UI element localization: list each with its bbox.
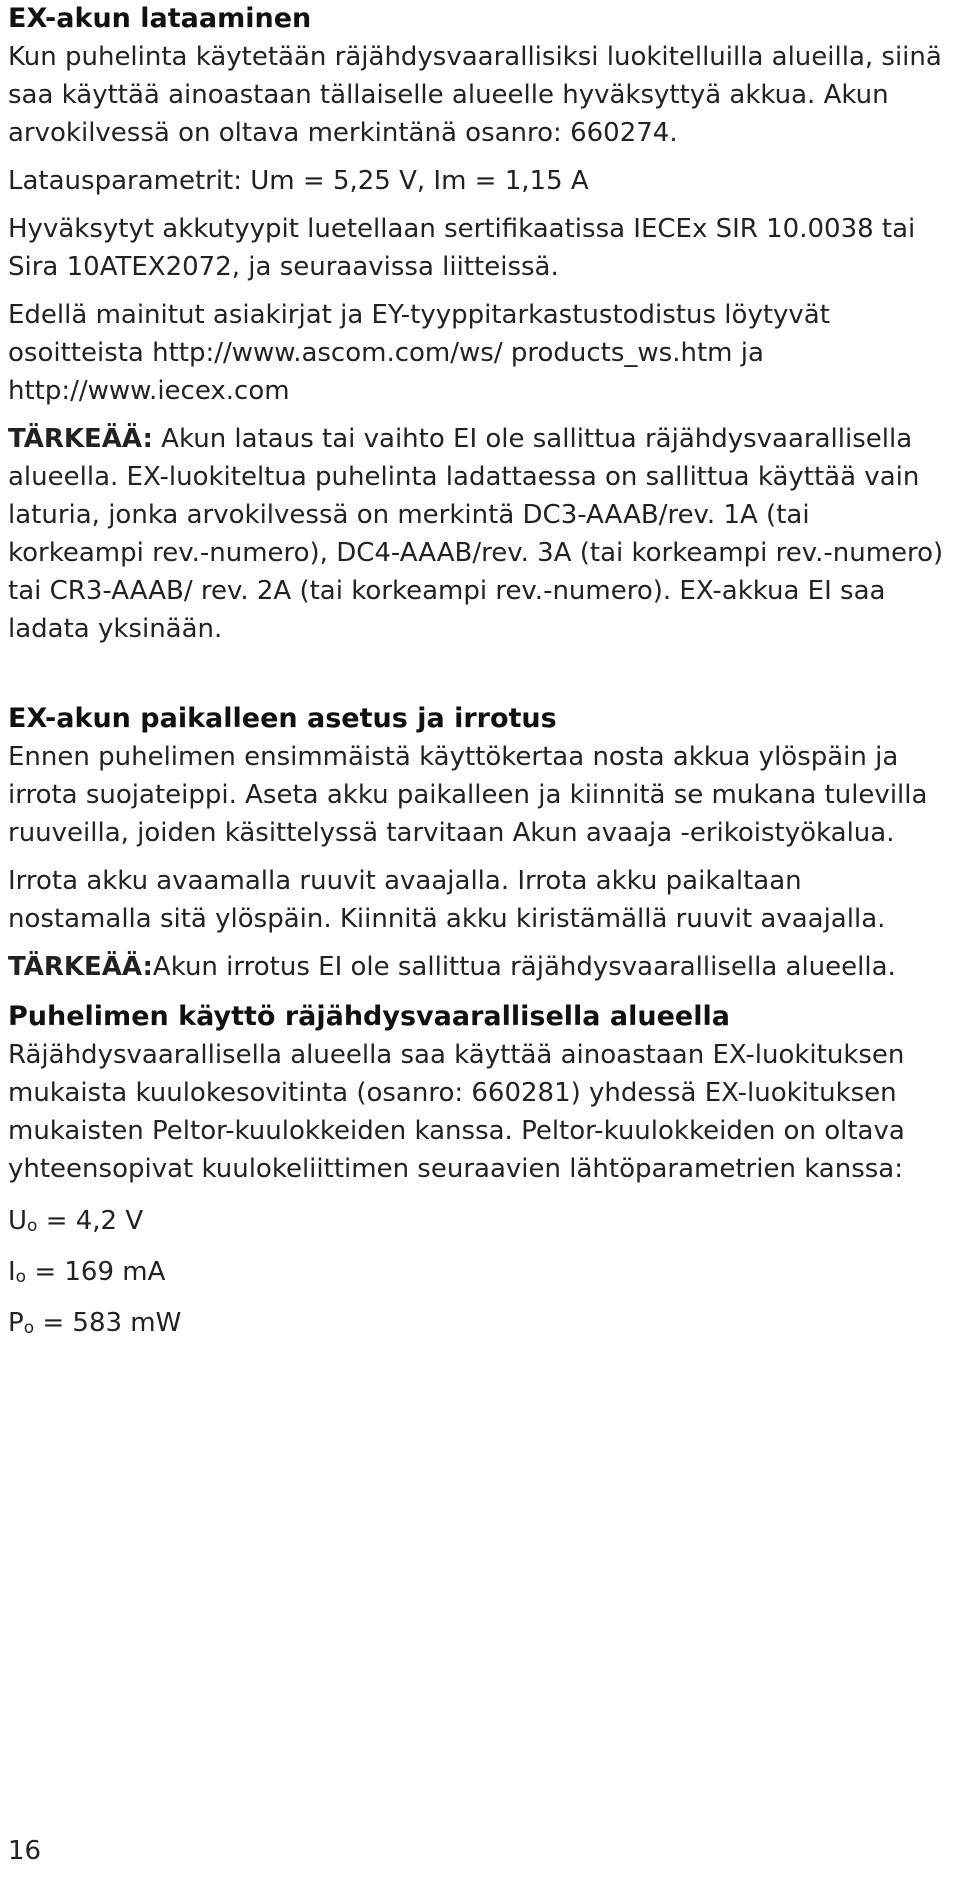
important-label: TÄRKEÄÄ:	[8, 424, 153, 454]
paragraph: Hyväksytyt akkutyypit luetellaan sertifikaatissa IECEx SIR 10.0038 tai Sira 10ATEX2072, ja seuraavissa liitteissä.	[8, 214, 916, 282]
section-heading: EX-akun paikalleen asetus ja irrotus	[8, 703, 557, 734]
paragraph: Latausparametrit: Um = 5,25 V, Im = 1,15 A	[8, 166, 589, 196]
output-parameters	[8, 1198, 953, 1351]
paragraph: Edellä mainitut asiakirjat ja EY-tyyppitarkastustodistus löytyvät osoitteista http://www.ascom.com/ws/ products_ws.htm ja http://www.iecex.com	[8, 300, 830, 406]
parameter-current: Io = 169 mA	[8, 1257, 166, 1287]
section-phone-use-hazardous-area	[8, 998, 953, 1351]
important-note	[8, 420, 953, 648]
page-number: 16	[8, 1836, 42, 1866]
paragraph: Kun puhelinta käytetään räjähdysvaarallisiksi luokitelluilla alueilla, siinä saa käyttää ainoastaan tällaiselle alueelle hyväksyttyä akkua. Akun arvokilvessä on oltava merkintänä osanro: 660274.	[8, 42, 942, 148]
section-heading: EX-akun lataaminen	[8, 3, 312, 34]
section-ex-battery-charging	[8, 0, 953, 648]
important-label: TÄRKEÄÄ:	[8, 952, 153, 982]
section-heading: Puhelimen käyttö räjähdysvaarallisella alueella	[8, 1001, 730, 1032]
important-note	[8, 948, 953, 986]
important-text: Akun irrotus EI ole sallittua räjähdysvaarallisella alueella.	[152, 952, 896, 982]
important-text: Akun lataus tai vaihto EI ole sallittua räjähdysvaarallisella alueella. EX-luokiteltua puhelinta ladattaessa on sallittua käyttää vain laturia, jonka arvokilvessä on merkintä DC3-AAAB/rev. 1A (tai korkeampi rev.-numero), DC4-AAAB/rev. 3A (tai korkeampi rev.-numero) tai CR3-AAAB/ rev. 2A (tai korkeampi rev.-numero). EX-akkua EI saa ladata yksinään.	[8, 424, 944, 644]
parameter-power: Po = 583 mW	[8, 1308, 182, 1338]
paragraph: Ennen puhelimen ensimmäistä käyttökertaa nosta akkua ylöspäin ja irrota suojateippi. Aseta akku paikalleen ja kiinnitä se mukana tulevilla ruuveilla, joiden käsittelyssä tarvitaan Akun avaaja -erikoistyökalua.	[8, 742, 928, 848]
paragraph: Irrota akku avaamalla ruuvit avaajalla. Irrota akku paikaltaan nostamalla sitä ylöspäin. Kiinnitä akku kiristämällä ruuvit avaajalla.	[8, 866, 886, 934]
section-ex-battery-insertion-removal	[8, 700, 953, 986]
parameter-voltage: Uo = 4,2 V	[8, 1206, 144, 1236]
paragraph: Räjähdysvaarallisella alueella saa käyttää ainoastaan EX-luokituksen mukaista kuulokesovitinta (osanro: 660281) yhdessä EX-luokituksen mukaisten Peltor-kuulokkeiden kanssa. Peltor-kuulokkeiden on oltava yhteensopivat kuulokeliittimen seuraavien lähtöparametrien kanssa:	[8, 1040, 905, 1184]
manual-page	[8, 0, 953, 1351]
